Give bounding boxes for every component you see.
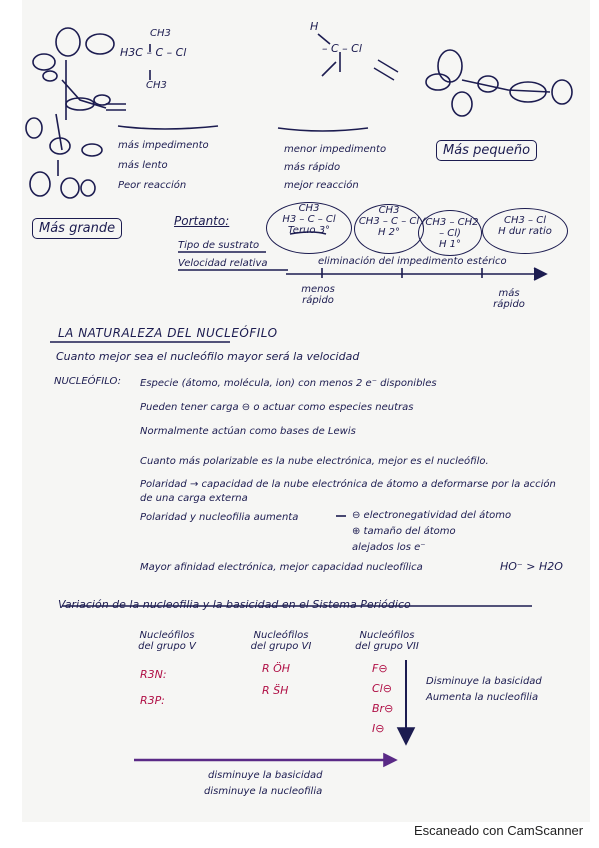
col-header-group-vi: Nucleófilos del grupo VI [250, 630, 312, 652]
nucleofilo-label: NUCLEÓFILO: [54, 376, 121, 387]
oval-3-line-3: H 1° [438, 239, 462, 250]
basicity-compare: HO⁻ > H2O [500, 560, 563, 573]
group-vii-item-4: I⊖ [372, 722, 385, 735]
bottom-note-2: disminuye la nucleofilia [204, 786, 323, 797]
oval-1-line-3: Teruo 3° [287, 225, 331, 236]
group-vi-item-1: R ÖH [262, 662, 291, 675]
group-v-item-1: R3N: [140, 668, 167, 681]
oval-2-line-2: CH3 – C – Cl [358, 216, 420, 227]
substrate-oval-secondary [354, 204, 424, 254]
middle-list-item-2: más rápido [284, 162, 341, 173]
bullet-1: Especie (átomo, molécula, ion) con menos 2 e⁻ disponibles [140, 378, 437, 389]
oval-1-line-1: CH3 [298, 203, 320, 214]
left-list-item-2: más lento [118, 160, 168, 171]
polaridad-sub-3: alejados los e⁻ [352, 542, 426, 553]
section-2-title: Variación de la nucleofilia y la basicidad en el Sistema Periódico [58, 598, 411, 611]
oval-4-line-1: CH3 – Cl [504, 215, 546, 226]
portanto-label: Portanto: [174, 214, 230, 228]
group-vii-item-3: Br⊖ [372, 702, 394, 715]
box-mas-pequeno: Más pequeño [436, 140, 537, 161]
left-list-item-1: más impedimento [118, 140, 209, 151]
notebook-page [22, 0, 590, 822]
group-v-item-2: R3P: [140, 694, 165, 707]
left-list-item-3: Peor reacción [118, 180, 187, 191]
menos-rapido-label: menos rápido [301, 284, 335, 306]
bullet-2: Pueden tener carga ⊖ o actuar como especies neutras [140, 402, 414, 413]
section-1-title: LA NATURALEZA DEL NUCLEÓFILO [58, 326, 278, 340]
scanner-footer: Escaneado con CamScanner [414, 823, 584, 838]
oval-2-line-1: CH3 [378, 205, 400, 216]
right-note-2: Aumenta la nucleofilia [426, 692, 539, 703]
tipo-sustrato-label: Tipo de sustrato [178, 240, 260, 251]
section-1-intro: Cuanto mejor sea el nucleófilo mayor será la velocidad [56, 350, 360, 363]
group-vii-item-2: Cl⊖ [372, 682, 392, 695]
middle-list-item-1: menor impedimento [284, 144, 387, 155]
col-header-group-vii: Nucleófilos del grupo VII [355, 630, 419, 652]
oval-2-line-3: H 2° [377, 227, 401, 238]
group-vi-item-2: R S̈H [262, 684, 289, 697]
arrow-label: eliminación del impedimento estérico [318, 256, 507, 267]
box-mas-grande: Más grande [32, 218, 122, 239]
polaridad-sub-1: ⊖ electronegatividad del átomo [352, 510, 512, 521]
bullet-3: Normalmente actúan como bases de Lewis [140, 426, 356, 437]
oval-1-line-2: H3 – C – Cl [282, 214, 336, 225]
oval-4-line-3: H dur ratio [498, 226, 552, 237]
bullet-7: Mayor afinidad electrónica, mejor capacidad nucleofílica [140, 562, 423, 573]
group-vii-item-1: F⊖ [372, 662, 388, 675]
left-structure-top: CH3 [150, 28, 171, 39]
mas-rapido-label: más rápido [493, 288, 525, 310]
bottom-note-1: disminuye la basicidad [208, 770, 323, 781]
bullet-6: Polaridad y nucleofilia aumenta [140, 512, 299, 523]
middle-structure-top: H [310, 20, 319, 33]
bullet-4: Cuanto más polarizable es la nube electrónica, mejor es el nucleófilo. [140, 456, 489, 467]
substrate-oval-tertiary [266, 202, 352, 254]
velocidad-relativa-label: Velocidad relativa [178, 258, 268, 269]
substrate-oval-methyl [482, 208, 568, 254]
middle-list-item-3: mejor reacción [284, 180, 359, 191]
right-note-1: Disminuye la basicidad [426, 676, 542, 687]
polaridad-sub-2: ⊕ tamaño del átomo [352, 526, 456, 537]
middle-structure-formula: – C – Cl [322, 42, 362, 55]
left-structure-bottom: CH3 [146, 80, 167, 91]
bullet-5: Polaridad → capacidad de la nube electrónica de átomo a deformarse por la acción de una carga externa [140, 479, 556, 504]
col-header-group-v: Nucleófilos del grupo V [138, 630, 196, 652]
substrate-oval-primary [418, 210, 482, 256]
oval-3-line-1: (CH3 – CH2 – Cl) [421, 217, 479, 239]
left-structure-formula: H3C – C – Cl [120, 46, 187, 59]
